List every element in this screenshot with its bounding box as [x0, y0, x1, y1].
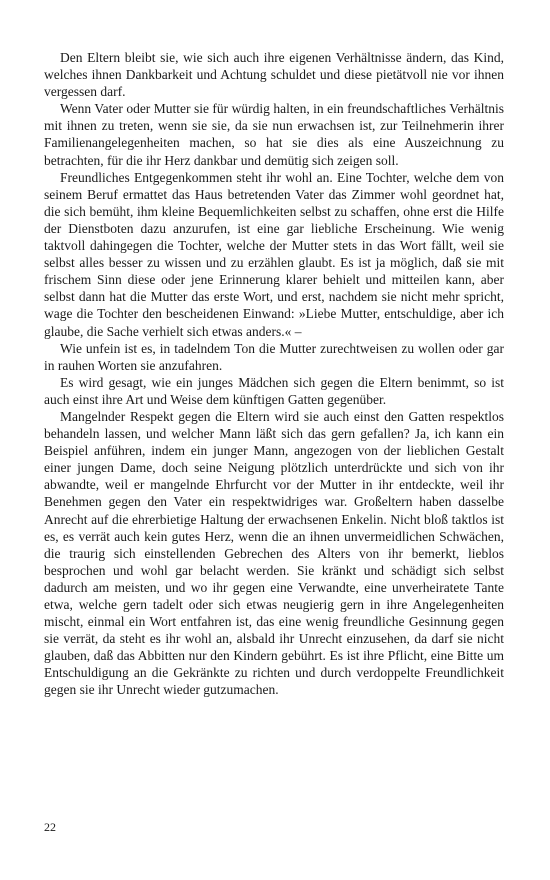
paragraph-2: Wenn Vater oder Mutter sie für würdig halten, in ein freundschaftliches Verhältnis mit ihnen zu treten, wenn sie sie, da sie nun erwachsen ist, zur Teilnehmerin ihrer Familienangelegenheiten machen, so hat sie dies als eine Auszeichnung zu betrachten, für die ihr Herz dankbar und demütig sich zeigen soll. — [44, 101, 504, 168]
paragraph-6: Mangelnder Respekt gegen die Eltern wird sie auch einst den Gatten respektlos behandeln lassen, und welcher Mann läßt sich das gern gefallen? Ja, ich kann ein Beispiel anführen, indem ein junger Mann, angezogen von der lieblichen Gestalt einer jungen Dame, doch seine Neigung plötzlich unterdrückte und sich von ihr abwandte, weil er mangelnde Ehrfurcht vor der Mutter in ihr entdeckte, weil ihr Benehmen gegen den Vater ein respektwidriges war. Großeltern haben dasselbe Anrecht auf die ehrerbietige Haltung der erwachsenen Enkelin. Nicht bloß taktlos ist es, es verrät auch kein gutes Herz, wenn die an ihnen unvermeidlichen Schwächen, die traurig sich einstellenden Gebrechen des Alters von ihr bemerkt, lieblos besprochen und wohl gar belacht werden. Sie kränkt und schädigt sich selbst dadurch am meisten, und wo ihr gegen eine Verwandte, eine unverheiratete Tante etwa, welche gern tadelt oder sich etwas neugierig gern in ihre Angelegenheiten mischt, einmal ein Wort entfahren ist, das eine wenig freundliche Gesinnung gegen sie verrät, da steht es ihr wohl an, alsbald ihr Unrecht einzusehen, da darf sie nicht glauben, daß das Abbitten nur den Kindern gebührt. Es ist ihre Pflicht, eine Bitte um Entschuldigung an die Gekränkte zu richten und durch verdoppelte Freundlichkeit gegen sie ihr Unrecht wieder gutzumachen. — [44, 408, 504, 698]
paragraph-4: Wie unfein ist es, in tadelndem Ton die Mutter zurechtweisen zu wollen oder gar in rauhen Worten sie anzufahren. — [44, 340, 504, 373]
paragraph-3: Freundliches Entgegenkommen steht ihr wohl an. Eine Tochter, welche dem von seinem Beruf ermattet das Haus betretenden Vater das Zimmer wohl geordnet hat, die sich bemüht, ihm kleine Bequemlichkeiten selbst zu schaffen, ohne erst die Hilfe der Dienstboten dazu anzurufen, ist eine gar liebliche Erscheinung. Wie wenig taktvoll dahingegen die Tochter, welche der Mutter stets in das Wort fällt, weil sie selbst alles besser zu wissen und zu erzählen glaubt. Es ist ja möglich, daß sie mit frischem Sinn diese oder jene Erinnerung klarer behielt und mitteilen kann, aber selbst dann hat die Mutter das erste Wort, und erst, nachdem sie nicht mehr spricht, wage die Tochter den bescheidenen Einwand: »Liebe Mutter, entschuldige, aber ich glaube, die Sache verhielt sich etwas anders.« – — [44, 169, 504, 339]
paragraph-5: Es wird gesagt, wie ein junges Mädchen sich gegen die Eltern benimmt, so ist auch einst ihre Art und Weise dem künftigen Gatten gegenüber. — [44, 374, 504, 407]
page-number: 22 — [44, 820, 56, 834]
paragraph-1: Den Eltern bleibt sie, wie sich auch ihre eigenen Verhältnisse ändern, das Kind, welches ihnen Dankbarkeit und Achtung schuldet und diese pietätvoll nie vor ihnen vergessen darf. — [44, 50, 504, 100]
body-text — [44, 49, 504, 699]
